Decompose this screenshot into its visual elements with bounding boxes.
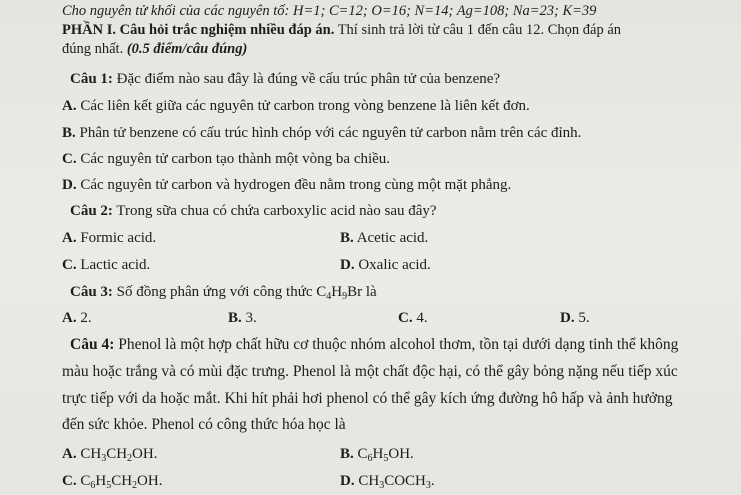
q1-option-c-text: Các nguyên tử carbon tạo thành một vòng ba chiều.: [76, 151, 391, 167]
q3-formula-tail: Br là: [347, 284, 377, 300]
formula-part: H: [95, 473, 107, 489]
points-note: (0.5 điểm/câu đúng): [123, 41, 248, 57]
formula-subscript: 2: [127, 453, 133, 464]
q3-option-b[interactable]: [228, 309, 257, 327]
formula-subscript: 6: [367, 453, 373, 464]
question-3-label: Câu 3:: [70, 284, 113, 300]
formula-part: CH: [111, 473, 133, 489]
q3-option-c-label: C.: [398, 310, 413, 326]
q1-option-d[interactable]: [62, 176, 511, 194]
q4-option-a[interactable]: [62, 445, 157, 463]
formula-part: CH: [106, 446, 128, 462]
q3-option-a-label: A.: [62, 310, 77, 326]
question-4-text-2: màu hoặc trắng và có mùi đặc trưng. Phenol là một chất độc hại, có thể gây bỏng nặng nếu tiếp xúc: [62, 363, 678, 380]
q1-option-d-label: D.: [62, 177, 77, 193]
formula-part: C: [357, 446, 368, 462]
q3-option-d-text: 5.: [574, 310, 590, 326]
q3-option-d[interactable]: [560, 309, 590, 327]
formula-part: OH.: [137, 473, 163, 489]
question-4-text-1: Phenol là một hợp chất hữu cơ thuộc nhóm alcohol thơm, tồn tại dưới dạng tinh thể không: [114, 336, 679, 353]
atomic-masses-text: Cho nguyên tử khối của các nguyên tố: H=1; C=12; O=16; N=14; Ag=108; Na=23; K=39: [62, 3, 597, 19]
question-1-stem: [70, 70, 500, 88]
question-2-text: Trong sữa chua có chứa carboxylic acid nào sau đây?: [112, 203, 437, 219]
q4-option-c-label: C.: [62, 473, 77, 489]
q1-option-b-label: B.: [62, 125, 76, 141]
q2-option-d-label: D.: [340, 257, 355, 273]
q1-option-b-text: Phân tử benzene có cấu trúc hình chóp với các nguyên tử carbon nằm trên các đỉnh.: [75, 125, 582, 141]
formula-part: .: [430, 473, 435, 489]
q1-option-c[interactable]: [62, 150, 390, 168]
question-2-stem: [70, 202, 437, 220]
formula-part: CH: [358, 473, 380, 489]
q1-option-b[interactable]: [62, 124, 581, 142]
q4-option-b[interactable]: [340, 445, 414, 463]
q2-option-d[interactable]: [340, 256, 431, 274]
question-3-text: Số đồng phân ứng với công thức C: [112, 284, 327, 300]
formula-subscript: 3: [379, 480, 385, 491]
q2-option-c[interactable]: [62, 256, 150, 274]
q3-formula-mid: H: [331, 284, 343, 300]
q1-option-c-label: C.: [62, 151, 77, 167]
formula-part: H: [372, 446, 384, 462]
q4-option-d-label: D.: [340, 473, 355, 489]
q3-subscript-2: 9: [342, 291, 348, 302]
section-line-2: [62, 40, 247, 58]
q2-option-b-label: B.: [340, 230, 354, 246]
section-instruction-2: đúng nhất.: [62, 41, 124, 57]
question-4-line-2: [62, 363, 678, 381]
formula-part: OH.: [388, 446, 414, 462]
formula-part: C: [80, 473, 91, 489]
q3-option-b-label: B.: [228, 310, 242, 326]
question-1-label: Câu 1:: [70, 71, 113, 87]
q4-option-a-label: A.: [62, 446, 77, 462]
q1-option-a-text: Các liên kết giữa các nguyên tử carbon trong vòng benzene là liên kết đơn.: [76, 98, 530, 114]
question-4-line-3: [62, 390, 672, 408]
q3-option-c-text: 4.: [412, 310, 428, 326]
formula-subscript: 5: [106, 480, 112, 491]
q3-option-a[interactable]: [62, 309, 92, 327]
formula-part: COCH: [384, 473, 426, 489]
q2-option-a[interactable]: [62, 229, 156, 247]
q2-option-c-text: Lactic acid.: [76, 257, 151, 273]
q3-option-d-label: D.: [560, 310, 575, 326]
q2-option-b[interactable]: [340, 229, 428, 247]
q3-option-a-text: 2.: [76, 310, 92, 326]
formula-subscript: 2: [132, 480, 138, 491]
formula-subscript: 6: [90, 480, 96, 491]
q1-option-a[interactable]: [62, 97, 530, 115]
question-1-text: Đặc điểm nào sau đây là đúng về cấu trúc phân tử của benzene?: [112, 71, 501, 87]
q4-option-d[interactable]: [340, 472, 435, 490]
q3-option-c[interactable]: [398, 309, 428, 327]
q4-option-b-label: B.: [340, 446, 354, 462]
q1-option-a-label: A.: [62, 98, 77, 114]
q2-option-b-text: Acetic acid.: [353, 230, 429, 246]
question-4-line-1: [70, 336, 678, 354]
section-title: PHẦN I. Câu hỏi trắc nghiệm nhiều đáp án.: [62, 22, 335, 38]
question-2-label: Câu 2:: [70, 203, 113, 219]
formula-subscript: 3: [425, 480, 431, 491]
question-4-label: Câu 4:: [70, 336, 115, 353]
section-line-1: [62, 21, 621, 39]
q4-option-c[interactable]: [62, 472, 162, 490]
question-3-stem: [70, 283, 377, 301]
q3-option-b-text: 3.: [241, 310, 257, 326]
q2-option-a-label: A.: [62, 230, 77, 246]
question-4-text-3: trực tiếp với da hoặc mắt. Khi hít phải hơi phenol có thể gây kích ứng đường hô hấp và ảnh hưởng: [62, 390, 673, 407]
q2-option-a-text: Formic acid.: [76, 230, 157, 246]
section-instruction-1: Thí sinh trả lời từ câu 1 đến câu 12. Chọn đáp án: [334, 22, 622, 38]
q3-subscript-1: 4: [326, 291, 332, 302]
formula-part: OH.: [132, 446, 158, 462]
atomic-masses-line: [62, 2, 596, 20]
question-4-text-4: đến sức khỏe. Phenol có công thức hóa học là: [62, 416, 346, 433]
q2-option-d-text: Oxalic acid.: [354, 257, 431, 273]
question-4-line-4: [62, 416, 346, 434]
q1-option-d-text: Các nguyên tử carbon và hydrogen đều nằm trong cùng một mặt phẳng.: [76, 177, 512, 193]
formula-part: CH: [80, 446, 102, 462]
q2-option-c-label: C.: [62, 257, 77, 273]
formula-subscript: 5: [383, 453, 389, 464]
formula-subscript: 3: [101, 453, 107, 464]
